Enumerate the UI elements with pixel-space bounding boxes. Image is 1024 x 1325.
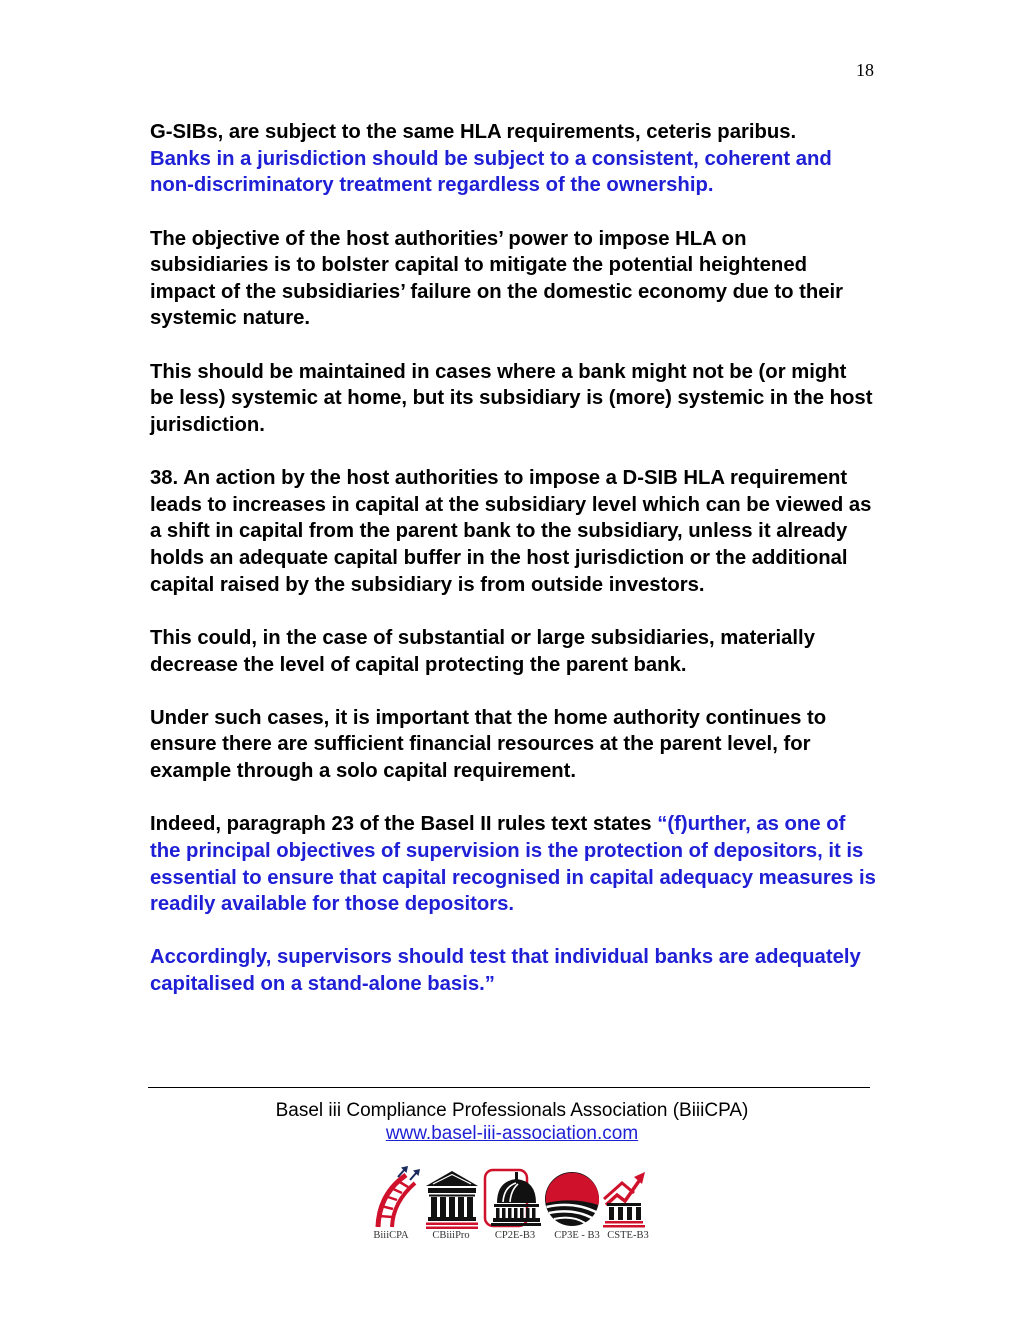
paragraph-line: jurisdiction. xyxy=(150,413,265,436)
footer-divider xyxy=(148,1087,870,1088)
biiicpa-logo-icon xyxy=(373,1166,421,1228)
emphasis-line: the principal objectives of supervision is the protection of depositors, it is xyxy=(150,839,864,862)
organization-name: Basel iii Compliance Professionals Association (BiiiCPA) xyxy=(275,1100,749,1121)
paragraph-3 xyxy=(150,359,890,439)
cp3e-b3-label: CP3E - B3 xyxy=(554,1230,600,1241)
emphasis-line: readily available for those depositors. xyxy=(150,893,515,916)
website-line xyxy=(0,1123,1024,1145)
cbiiipro-logo-icon xyxy=(424,1170,480,1230)
cbiiipro-logo-graphic xyxy=(424,1170,480,1230)
website-link[interactable]: www.basel-iii-association.com xyxy=(385,1123,639,1144)
paragraph-8 xyxy=(150,944,890,997)
emphasis-line: Banks in a jurisdiction should be subject to a consistent, coherent and xyxy=(150,147,832,170)
paragraph-line: leads to increases in capital at the subsidiary level which can be viewed as xyxy=(150,493,872,516)
body-text-segment: Indeed, paragraph 23 of the Basel II rules text states xyxy=(150,813,658,836)
paragraph-line: impact of the subsidiaries’ failure on the domestic economy due to their xyxy=(150,280,844,303)
paragraph-7 xyxy=(150,811,890,918)
paragraph-line: This should be maintained in cases where a bank might not be (or might xyxy=(150,360,847,383)
paragraph-line: G-SIBs, are subject to the same HLA requirements, ceteris paribus. xyxy=(150,121,797,143)
cste-b3-label: CSTE-B3 xyxy=(607,1230,649,1241)
paragraph-4 xyxy=(150,465,890,598)
paragraph-line: be less) systemic at home, but its subsidiary is (more) systemic in the host xyxy=(150,387,873,410)
cp2e-b3-logo-graphic xyxy=(483,1167,541,1229)
paragraph-line: systemic nature. xyxy=(150,307,311,330)
paragraph-line: a shift in capital from the parent bank to the subsidiary, unless it already xyxy=(150,520,848,543)
document-body xyxy=(150,119,890,1024)
biiicpa-label: BiiiCPA xyxy=(373,1230,409,1241)
biiicpa-logo-graphic xyxy=(373,1166,421,1228)
paragraph-line: This could, in the case of substantial or large subsidiaries, materially xyxy=(150,626,815,649)
emphasis-line: non-discriminatory treatment regardless of the ownership. xyxy=(150,174,714,197)
paragraph-line: example through a solo capital requirement. xyxy=(150,760,577,782)
paragraph-line: decrease the level of capital protecting the parent bank. xyxy=(150,653,687,676)
paragraph-line: The objective of the host authorities’ power to impose HLA on xyxy=(150,227,747,250)
paragraph-line: subsidiaries is to bolster capital to mitigate the potential heightened xyxy=(150,254,807,277)
cp2e-b3-logo-icon xyxy=(483,1167,541,1229)
emphasis-line: capitalised on a stand-alone basis.” xyxy=(150,973,495,995)
paragraph-line: ensure there are sufficient financial resources at the parent level, for xyxy=(150,733,811,756)
paragraph-line: holds an adequate capital buffer in the host jurisdiction or the additional xyxy=(150,547,848,569)
paragraph-6 xyxy=(150,705,890,785)
paragraph-line: Under such cases, it is important that the home authority continues to xyxy=(150,706,827,729)
cste-b3-logo-graphic xyxy=(601,1170,647,1228)
emphasis-line: essential to ensure that capital recognised in capital adequacy measures is xyxy=(150,866,876,889)
paragraph-line: 38. An action by the host authorities to impose a D-SIB HLA requirement xyxy=(150,467,848,490)
cp3e-b3-logo-icon xyxy=(543,1169,601,1229)
paragraph-line: capital raised by the subsidiary is from outside investors. xyxy=(150,573,705,596)
paragraph-2 xyxy=(150,226,890,333)
paragraph-5 xyxy=(150,625,890,678)
quoted-text-segment: “(f)urther, as one of xyxy=(657,813,846,836)
cp3e-b3-logo-graphic xyxy=(543,1169,601,1229)
page-number: 18 xyxy=(856,60,874,80)
cbiiipro-label: CBiiiPro xyxy=(432,1230,470,1241)
cste-b3-logo-icon xyxy=(601,1170,647,1228)
emphasis-line: Accordingly, supervisors should test that individual banks are adequately xyxy=(150,946,861,969)
paragraph-line xyxy=(150,811,890,838)
paragraph-1 xyxy=(150,119,890,199)
cp2e-b3-label: CP2E-B3 xyxy=(494,1230,536,1241)
